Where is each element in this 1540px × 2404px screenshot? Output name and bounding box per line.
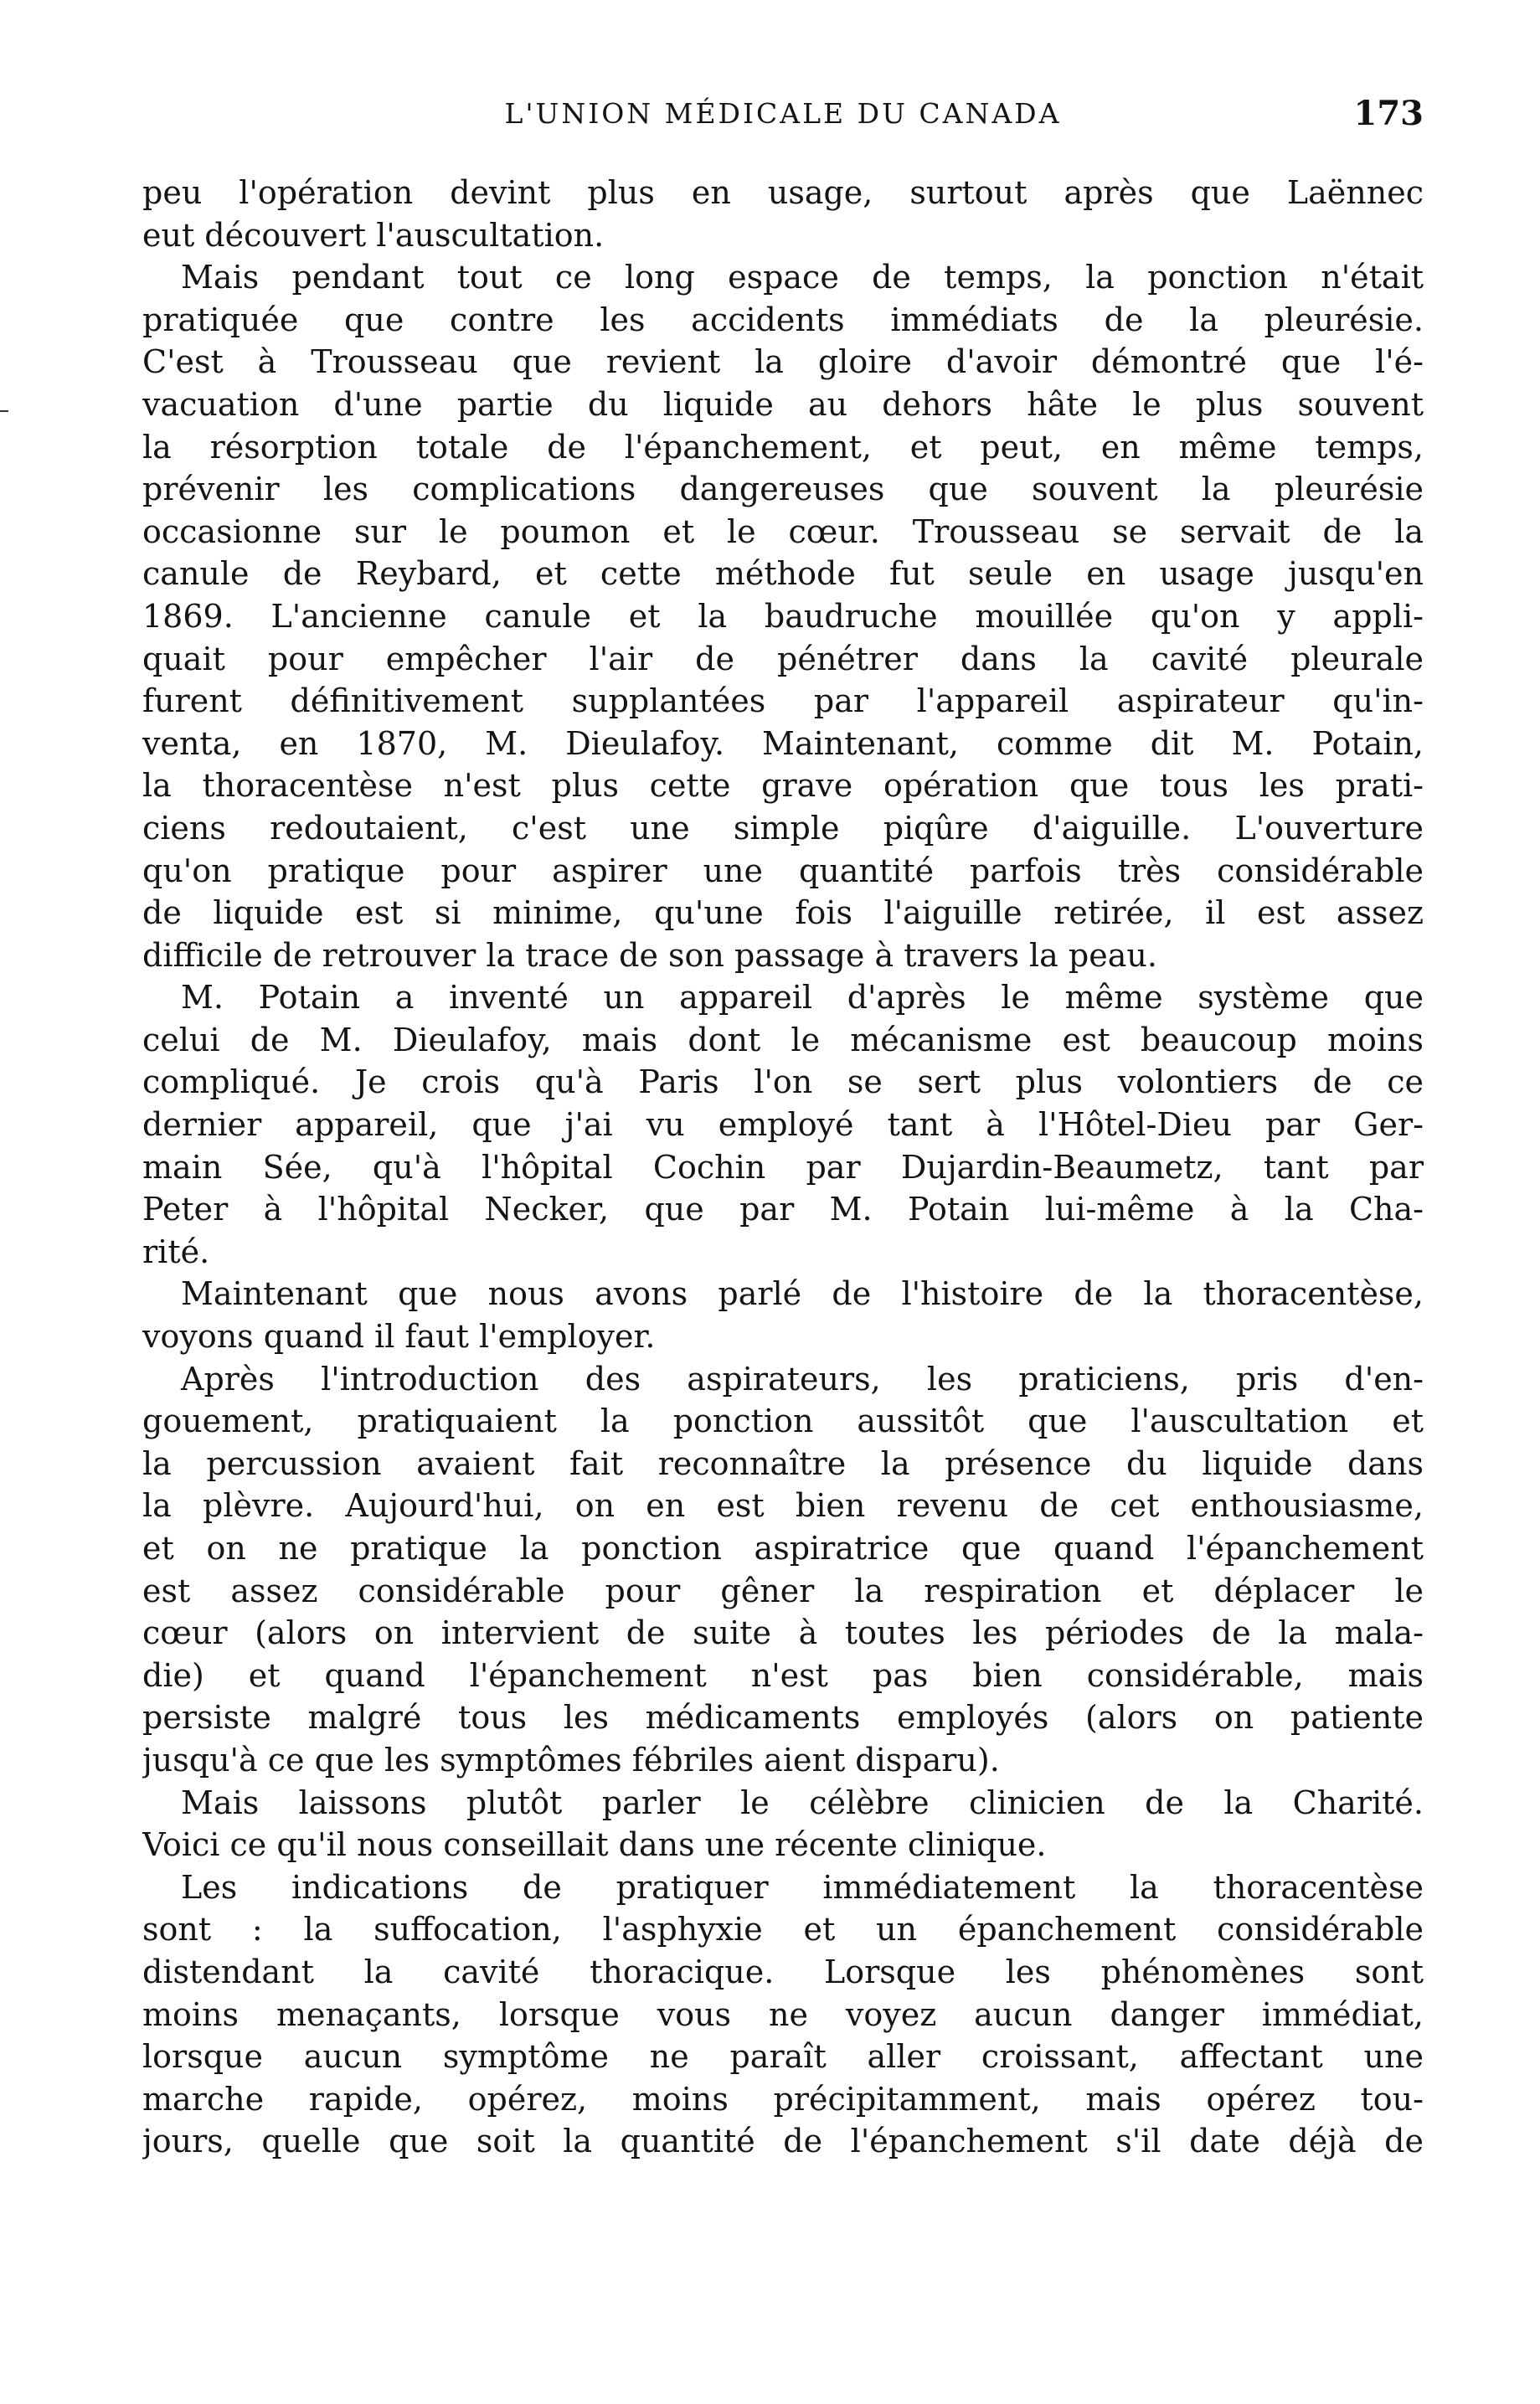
text-line: qu'on pratique pour aspirer une quantité parfois très considérable	[142, 852, 1424, 889]
margin-mark	[0, 410, 8, 412]
text-line: jusqu'à ce que les symptômes fébriles aient disparu).	[142, 1741, 1000, 1779]
text-line: marche rapide, opérez, moins précipitamment, mais opérez tou-	[142, 2080, 1424, 2118]
paragraph-start-line: M. Potain a inventé un appareil d'après le même système que	[181, 979, 1424, 1017]
text-line: difficile de retrouver la trace de son passage à travers la peau.	[142, 936, 1157, 974]
paragraph-start-line: Après l'introduction des aspirateurs, les praticiens, pris d'en-	[181, 1360, 1424, 1398]
text-line: distendant la cavité thoracique. Lorsque les phénomènes sont	[142, 1953, 1424, 1990]
text-line: eut découvert l'auscultation.	[142, 216, 605, 254]
text-line: vacuation d'une partie du liquide au dehors hâte le plus souvent	[142, 385, 1424, 423]
text-line: moins menaçants, lorsque vous ne voyez aucun danger immédiat,	[142, 1995, 1424, 2033]
text-line: la thoracentèse n'est plus cette grave opération que tous les prati-	[142, 767, 1424, 805]
paragraph-start-line: Les indications de pratiquer immédiatement la thoracentèse	[181, 1868, 1424, 1906]
text-line: persiste malgré tous les médicaments employés (alors on patiente	[142, 1699, 1424, 1737]
text-line: lorsque aucun symptôme ne paraît aller croissant, affectant une	[142, 2038, 1424, 2076]
running-head	[142, 94, 1424, 141]
text-line: jours, quelle que soit la quantité de l'épanchement s'il date déjà de	[142, 2123, 1424, 2160]
text-line: quait pour empêcher l'air de pénétrer dans la cavité pleurale	[142, 640, 1424, 677]
text-line: dernier appareil, que j'ai vu employé tant à l'Hôtel-Dieu par Ger-	[142, 1106, 1424, 1144]
text-line: Voici ce qu'il nous conseillait dans une récente clinique.	[142, 1826, 1047, 1864]
text-line: Peter à l'hôpital Necker, que par M. Potain lui-même à la Cha-	[142, 1191, 1424, 1228]
text-line: occasionne sur le poumon et le cœur. Trousseau se servait de la	[142, 512, 1424, 550]
text-line: la plèvre. Aujourd'hui, on en est bien revenu de cet enthousiasme,	[142, 1487, 1424, 1525]
text-line: furent définitivement supplantées par l'appareil aspirateur qu'in-	[142, 682, 1424, 720]
text-line: peu l'opération devint plus en usage, surtout après que Laënnec	[142, 174, 1424, 211]
text-line: 1869. L'ancienne canule et la baudruche mouillée qu'on y appli-	[142, 597, 1424, 635]
text-line: die) et quand l'épanchement n'est pas bien considérable, mais	[142, 1656, 1424, 1694]
text-line: de liquide est si minime, qu'une fois l'aiguille retirée, il est assez	[142, 894, 1424, 932]
text-line: ciens redoutaient, c'est une simple piqûre d'aiguille. L'ouverture	[142, 809, 1424, 847]
text-line: C'est à Trousseau que revient la gloire d'avoir démontré que l'é-	[142, 343, 1424, 381]
journal-title: L'UNION MÉDICALE DU CANADA	[504, 97, 1062, 130]
page-number: 173	[1353, 94, 1424, 133]
text-line: sont : la suffocation, l'asphyxie et un épanchement considérable	[142, 1911, 1424, 1948]
text-line: cœur (alors on intervient de suite à toutes les périodes de la mala-	[142, 1614, 1424, 1652]
text-line: canule de Reybard, et cette méthode fut seule en usage jusqu'en	[142, 555, 1424, 593]
text-line: la résorption totale de l'épanchement, et peut, en même temps,	[142, 428, 1424, 466]
text-line: celui de M. Dieulafoy, mais dont le mécanisme est beaucoup moins	[142, 1021, 1424, 1058]
body-text	[142, 172, 1424, 2163]
text-line: pratiquée que contre les accidents immédiats de la pleurésie.	[142, 301, 1424, 338]
paragraph-start-line: Mais laissons plutôt parler le célèbre clinicien de la Charité.	[181, 1784, 1424, 1821]
paragraph-start-line: Maintenant que nous avons parlé de l'histoire de la thoracentèse,	[181, 1275, 1424, 1313]
paragraph-start-line: Mais pendant tout ce long espace de temps, la ponction n'était	[181, 259, 1424, 296]
text-line: la percussion avaient fait reconnaître la présence du liquide dans	[142, 1444, 1424, 1482]
text-line: gouement, pratiquaient la ponction aussitôt que l'auscultation et	[142, 1403, 1424, 1440]
text-line: et on ne pratique la ponction aspiratrice que quand l'épanchement	[142, 1530, 1424, 1567]
text-line: prévenir les complications dangereuses que souvent la pleurésie	[142, 471, 1424, 508]
text-line: voyons quand il faut l'employer.	[142, 1318, 656, 1356]
text-line: compliqué. Je crois qu'à Paris l'on se sert plus volontiers de ce	[142, 1063, 1424, 1101]
text-line: main Sée, qu'à l'hôpital Cochin par Dujardin-Beaumetz, tant par	[142, 1148, 1424, 1186]
text-line: venta, en 1870, M. Dieulafoy. Maintenant, comme dit M. Potain,	[142, 724, 1424, 762]
text-line: est assez considérable pour gêner la respiration et déplacer le	[142, 1572, 1424, 1609]
text-line: rité.	[142, 1233, 210, 1270]
